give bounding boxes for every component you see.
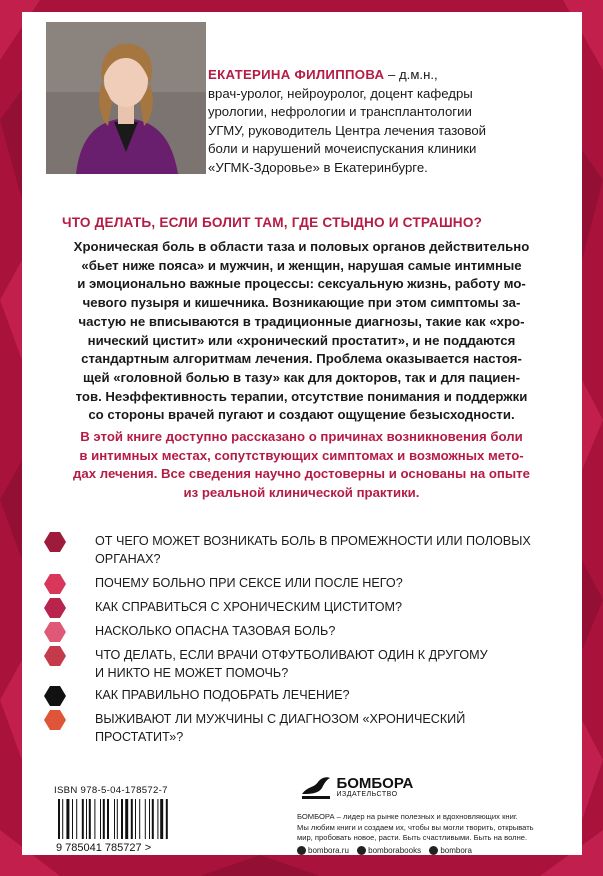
barcode-bar — [94, 799, 95, 839]
barcode-bar — [82, 799, 84, 839]
publisher-description — [297, 812, 587, 844]
description-line: нический цистит» или «хронический простатит», и не поддаются — [87, 332, 516, 348]
description-line: и эмоционально важные процессы: сексуальную жизнь, работу мо- — [77, 276, 526, 292]
vk-icon — [357, 846, 366, 855]
description-line: чевого пузыря и кишечника. Возникающие при этом симптомы за- — [82, 295, 521, 311]
hexagon-bullet-shape — [44, 710, 66, 730]
barcode-digits: 9 785041 785727 > — [56, 842, 152, 853]
barcode-bar — [139, 799, 140, 839]
barcode-bar — [58, 799, 60, 839]
barcode-bar — [160, 799, 163, 839]
publisher-socials — [297, 846, 478, 855]
barcode-bar — [166, 799, 168, 839]
hexagon-bullet-shape — [44, 532, 66, 552]
barcode-bar — [103, 799, 105, 839]
barcode-bar — [76, 799, 77, 839]
question-list — [40, 532, 560, 750]
highlight-line: в интимных местах, сопутствующих симптомах и возможных мето- — [79, 447, 524, 463]
barcode-bar — [121, 799, 123, 839]
question-line: КАК СПРАВИТЬСЯ С ХРОНИЧЕСКИМ ЦИСТИТОМ? — [95, 600, 403, 614]
publisher-desc-line: мир, пробовать новое, расти. Быть счастливыми. Быть на волне. — [297, 833, 528, 842]
hexagon-bullet-shape — [44, 574, 66, 594]
question-item — [40, 686, 560, 710]
social-label: bombora.ru — [308, 846, 349, 855]
question-line: ВЫЖИВАЮТ ЛИ МУЖЧИНЫ С ДИАГНОЗОМ «ХРОНИЧЕСКИЙ — [95, 712, 466, 726]
barcode-bar — [157, 799, 158, 839]
highlight-line: В этой книге доступно рассказано о причинах возникновения боли — [80, 429, 523, 444]
hexagon-bullet-shape — [44, 646, 66, 666]
question-line: ПОЧЕМУ БОЛЬНО ПРИ СЕКСЕ ИЛИ ПОСЛЕ НЕГО? — [95, 576, 403, 590]
author-bio-line: – д.м.н., — [384, 67, 438, 82]
hexagon-bullet-shape — [44, 598, 66, 618]
barcode-bar — [66, 799, 69, 839]
social-label: bombora — [440, 846, 472, 855]
barcode-bar — [152, 799, 154, 839]
highlight-line: дах лечения. Все сведения научно достоверны и основаны на опыте — [73, 466, 530, 482]
description-line: «бьет ниже пояса» и мужчин, и женщин, нарушая самые интимные — [81, 257, 522, 273]
back-cover-panel — [22, 12, 582, 855]
barcode-bar — [114, 799, 115, 839]
social-link[interactable] — [297, 846, 349, 855]
question-item — [40, 710, 560, 750]
hexagon-bullet-icon — [44, 686, 66, 706]
isbn-block — [54, 785, 204, 853]
description-line: тов. Неэффективность терапии, отсутствие понимания и поддержки — [75, 388, 528, 404]
description-line: стандартным алгоритмам лечения. Проблема оказывается настоя- — [81, 351, 522, 367]
barcode-bar — [62, 799, 63, 839]
question-line: ПРОСТАТИТ»? — [95, 730, 184, 744]
hexagon-bullet-icon — [44, 622, 66, 642]
author-bio-line: боли и нарушений мочеиспускания клиники — [208, 141, 477, 157]
barcode-bar — [89, 799, 91, 839]
question-line: И НИКТО НЕ МОЖЕТ ПОМОЧЬ? — [95, 666, 289, 680]
barcode — [54, 799, 204, 853]
description-line: Хроническая боль в области таза и половых органов действительно — [73, 239, 530, 254]
description-line: частую не вписываются в традиционные диагнозы, такие как «хро- — [78, 313, 525, 329]
author-bio-line: «УГМК-Здоровье» в Екатеринбурге. — [208, 159, 428, 175]
hexagon-bullet-icon — [44, 574, 66, 594]
barcode-bar — [145, 799, 146, 839]
author-name: ЕКАТЕРИНА ФИЛИППОВА — [208, 67, 385, 82]
social-label: bomborabooks — [368, 846, 422, 855]
author-photo — [46, 22, 206, 174]
hexagon-bullet-icon — [44, 710, 66, 730]
social-link[interactable] — [357, 846, 421, 855]
barcode-bar — [135, 799, 136, 839]
telegram-icon — [429, 846, 438, 855]
author-bio-line: врач-уролог, нейроуролог, доцент кафедры — [208, 85, 473, 101]
question-line: ОТ ЧЕГО МОЖЕТ ВОЗНИКАТЬ БОЛЬ В ПРОМЕЖНОСТИ ИЛИ ПОЛОВЫХ — [95, 534, 531, 548]
isbn-label: ISBN 978-5-04-178572-7 — [54, 785, 168, 796]
hexagon-bullet-shape — [44, 686, 66, 706]
publisher-logo — [300, 772, 413, 802]
author-bio-line: УГМУ, руководитель Центра лечения тазовой — [208, 122, 487, 138]
section-title: ЧТО ДЕЛАТЬ, ЕСЛИ БОЛИТ ТАМ, ГДЕ СТЫДНО И СТРАШНО? — [62, 215, 483, 230]
description-line: щей «головной болью в тазу» как для докторов, так и для пациен- — [82, 369, 521, 385]
question-line: НАСКОЛЬКО ОПАСНА ТАЗОВАЯ БОЛЬ? — [95, 624, 336, 638]
social-link[interactable] — [429, 846, 472, 855]
highlight-line: из реальной клинической практики. — [183, 485, 420, 501]
hexagon-bullet-icon — [44, 646, 66, 666]
barcode-bar — [107, 799, 109, 839]
hexagon-bullet-icon — [44, 532, 66, 552]
publisher-desc-line: БОМБОРА – лидер на рынке полезных и вдохновляющих книг. — [297, 812, 518, 821]
hexagon-bullet-shape — [44, 622, 66, 642]
question-item — [40, 622, 560, 646]
barcode-bar — [72, 799, 73, 839]
question-item — [40, 598, 560, 622]
publisher-name: БОМБОРА — [336, 775, 414, 792]
barcode-bar — [100, 799, 101, 839]
author-bio — [208, 66, 560, 178]
publisher-subtitle: ИЗДАТЕЛЬСТВО — [336, 791, 398, 798]
question-line: ОРГАНАХ? — [95, 552, 161, 566]
question-line: ЧТО ДЕЛАТЬ, ЕСЛИ ВРАЧИ ОТФУТБОЛИВАЮТ ОДИН К ДРУГОМУ — [95, 648, 488, 662]
hexagon-bullet-icon — [44, 598, 66, 618]
highlight-text — [44, 428, 559, 503]
question-line: КАК ПРАВИЛЬНО ПОДОБРАТЬ ЛЕЧЕНИЕ? — [95, 688, 350, 702]
barcode-bar — [125, 799, 128, 839]
question-item — [40, 574, 560, 598]
bombora-logo-icon — [300, 772, 332, 802]
description-text — [44, 238, 559, 425]
description-line: со стороны врачей пугают и создают ощущение безысходности. — [88, 407, 515, 423]
barcode-bar — [117, 799, 118, 839]
barcode-bar — [149, 799, 150, 839]
publisher-desc-line: Мы любим книги и создаем их, чтобы вы могли творить, открывать — [297, 822, 534, 832]
website-icon — [297, 846, 306, 855]
question-item — [40, 532, 560, 574]
question-item — [40, 646, 560, 686]
barcode-bar — [131, 799, 133, 839]
author-bio-line: урологии, нефрологии и трансплантологии — [208, 104, 472, 120]
barcode-bar — [86, 799, 87, 839]
